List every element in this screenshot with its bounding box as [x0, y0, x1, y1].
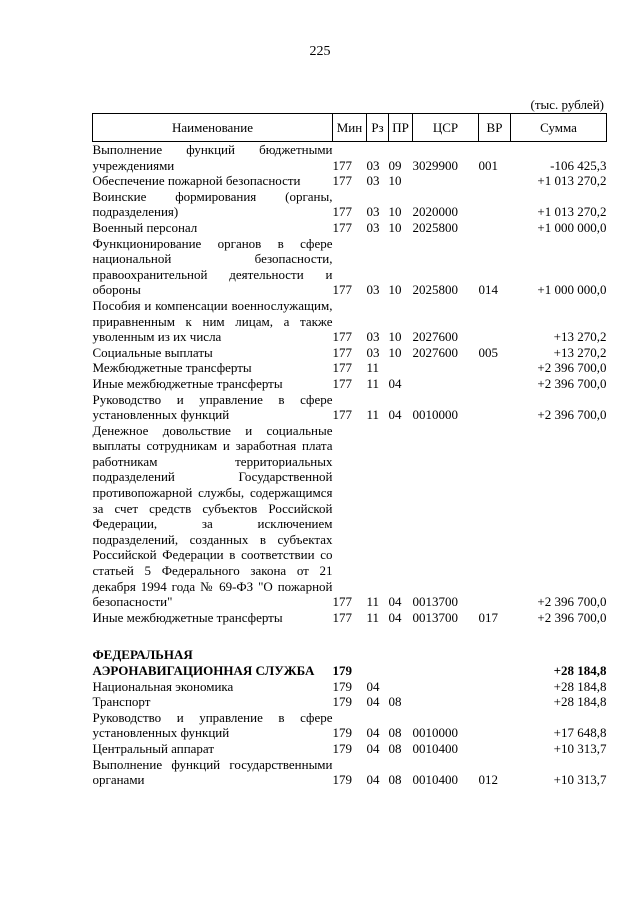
cell-sum: +1 000 000,0: [537, 219, 607, 235]
item-name: Социальные выплаты: [92, 344, 213, 360]
cell-name: [93, 236, 333, 298]
cell-vr: 005: [478, 344, 498, 360]
cell-pr: 04: [388, 375, 402, 391]
cell-name: [93, 392, 333, 423]
cell-name: [93, 757, 333, 788]
cell-sum: +1 000 000,0: [537, 282, 607, 298]
cell-sum: +1 013 270,2: [537, 204, 607, 220]
cell-min: 177: [332, 219, 352, 235]
cell-rz: 03: [366, 173, 380, 189]
cell-vr: [479, 679, 511, 695]
column-header-sum: Сумма: [511, 114, 607, 142]
cell-rz: 03: [366, 204, 380, 220]
cell-min: 177: [332, 204, 352, 220]
item-name: Центральный аппарат: [92, 740, 215, 756]
table-row: [93, 345, 607, 361]
cell-csr: [413, 376, 479, 392]
item-name: Функционирование органов в сфере национальной безопасности, правоохранительной деятельности и обороны: [92, 235, 333, 298]
cell-pr: 04: [388, 594, 402, 610]
cell-sum: +13 270,2: [553, 344, 607, 360]
item-name: Иные межбюджетные трансферты: [92, 609, 283, 625]
cell-min: 179: [332, 694, 352, 710]
cell-vr: [479, 741, 511, 757]
cell-sum: +10 313,7: [553, 772, 607, 788]
cell-sum: +2 396 700,0: [537, 407, 607, 423]
units-label: (тыс. рублей): [530, 97, 604, 112]
cell-sum: +1 013 270,2: [537, 173, 607, 189]
cell-rz: 11: [366, 407, 380, 423]
item-name: Военный персонал: [92, 219, 198, 235]
cell-min: 179: [332, 740, 352, 756]
page-number: 225: [309, 44, 331, 59]
cell-min: 177: [332, 329, 352, 345]
section-spacer: [93, 625, 607, 647]
column-header-csr: ЦСР: [413, 114, 479, 142]
item-name: ФЕДЕРАЛЬНАЯ АЭРОНАВИГАЦИОННАЯ СЛУЖБА: [92, 647, 315, 678]
cell-csr: [413, 647, 479, 678]
table-row: [93, 392, 607, 423]
cell-sum: +2 396 700,0: [537, 594, 607, 610]
cell-rz: [367, 647, 389, 678]
cell-vr: 017: [478, 609, 498, 625]
cell-vr: [479, 710, 511, 741]
cell-pr: [389, 679, 413, 695]
section-header-row: [93, 647, 607, 678]
cell-min: 179: [332, 772, 352, 788]
item-name: Денежное довольствие и социальные выплаты сотрудникам и заработная плата работникам территориальных подразделений Государственной противопожарной службы, содержащимся за счет средств субъектов Российской Федерации, за исключением подразделений, созданных в субъектах Российской Федерации в соответствии со статьей 5 Федерального закона от 21 декабря 1994 года № 69-ФЗ "О пожарной безопасности": [92, 422, 333, 610]
table-row: [93, 741, 607, 757]
cell-pr: 09: [388, 157, 402, 173]
spacer-cell: [93, 625, 607, 647]
cell-pr: 04: [388, 407, 402, 423]
cell-vr: [479, 392, 511, 423]
item-name: Межбюджетные трансферты: [92, 360, 252, 376]
cell-vr: [479, 376, 511, 392]
item-name: Руководство и управление в сфере установленных функций: [92, 709, 333, 741]
cell-pr: 10: [388, 329, 402, 345]
cell-rz: 03: [366, 344, 380, 360]
cell-vr: [479, 173, 511, 189]
table-row: [93, 236, 607, 298]
budget-table: [92, 113, 607, 788]
cell-min: 177: [332, 407, 352, 423]
cell-vr: [479, 220, 511, 236]
cell-sum: +10 313,7: [553, 740, 607, 756]
cell-pr: 10: [388, 344, 402, 360]
cell-vr: [479, 360, 511, 376]
cell-rz: 04: [366, 772, 380, 788]
item-name: Выполнение функций бюджетными учреждениями: [92, 142, 333, 173]
cell-pr: 08: [388, 694, 402, 710]
table-row: [93, 360, 607, 376]
cell-rz: 04: [366, 725, 380, 741]
cell-sum: +28 184,8: [553, 694, 607, 710]
cell-min: 177: [332, 594, 352, 610]
cell-pr: 10: [388, 282, 402, 298]
cell-rz: 11: [366, 594, 380, 610]
cell-pr: 08: [388, 772, 402, 788]
column-header-name: Наименование: [93, 114, 333, 142]
cell-name: [93, 376, 333, 392]
table-row: [93, 173, 607, 189]
cell-csr: [413, 694, 479, 710]
cell-name: [93, 173, 333, 189]
cell-name: [93, 647, 333, 678]
cell-min: 179: [332, 678, 352, 694]
cell-name: [93, 298, 333, 345]
cell-vr: 001: [478, 157, 498, 173]
table-row: [93, 757, 607, 788]
cell-csr: 0010400: [412, 740, 458, 756]
cell-name: [93, 220, 333, 236]
item-name: Выполнение функций государственными органами: [92, 756, 333, 788]
cell-name: [93, 345, 333, 361]
item-name: Национальная экономика: [92, 678, 234, 694]
cell-name: [93, 679, 333, 695]
table-row: [93, 423, 607, 610]
table-row: [93, 610, 607, 626]
item-name: Иные межбюджетные трансферты: [92, 375, 283, 391]
cell-vr: [479, 423, 511, 610]
cell-csr: [413, 679, 479, 695]
cell-name: [93, 423, 333, 610]
cell-min: 179: [332, 725, 352, 741]
column-header-rz: Рз: [367, 114, 389, 142]
cell-min: 177: [332, 375, 352, 391]
cell-sum: +13 270,2: [553, 329, 607, 345]
cell-pr: 10: [388, 204, 402, 220]
cell-sum: +2 396 700,0: [537, 609, 607, 625]
table-row: [93, 679, 607, 695]
cell-min: 177: [332, 609, 352, 625]
cell-vr: [479, 298, 511, 345]
cell-sum: +28 184,8: [553, 663, 607, 678]
cell-name: [93, 142, 333, 174]
cell-pr: [389, 360, 413, 376]
cell-csr: 0010400: [412, 772, 458, 788]
cell-sum: +2 396 700,0: [537, 360, 607, 376]
cell-min: 177: [332, 344, 352, 360]
table-row: [93, 376, 607, 392]
cell-csr: [413, 173, 479, 189]
table-row: [93, 189, 607, 220]
item-name: Руководство и управление в сфере установленных функций: [92, 391, 333, 423]
cell-rz: 03: [366, 329, 380, 345]
cell-pr: 04: [388, 609, 402, 625]
cell-rz: 11: [366, 360, 380, 376]
cell-sum: +17 648,8: [553, 725, 607, 741]
cell-sum: -106 425,3: [550, 157, 607, 173]
cell-csr: 0010000: [412, 407, 458, 423]
cell-csr: [413, 360, 479, 376]
cell-rz: 03: [366, 219, 380, 235]
cell-name: [93, 360, 333, 376]
cell-csr: 2020000: [412, 204, 458, 220]
table-row: [93, 298, 607, 345]
cell-csr: 0013700: [412, 609, 458, 625]
cell-rz: 03: [366, 282, 380, 298]
cell-csr: 2025800: [412, 219, 458, 235]
table-row: [93, 142, 607, 174]
cell-pr: 10: [388, 219, 402, 235]
cell-sum: +2 396 700,0: [537, 375, 607, 391]
cell-min: 177: [332, 282, 352, 298]
item-name: Транспорт: [92, 694, 151, 710]
cell-csr: 0010000: [412, 725, 458, 741]
cell-rz: 03: [366, 157, 380, 173]
cell-csr: 3029900: [412, 157, 458, 173]
cell-vr: [479, 647, 511, 678]
cell-name: [93, 710, 333, 741]
column-header-pr: ПР: [389, 114, 413, 142]
cell-csr: 2027600: [412, 329, 458, 345]
cell-rz: 04: [366, 740, 380, 756]
table-row: [93, 710, 607, 741]
cell-rz: 11: [366, 375, 380, 391]
cell-min: 177: [332, 157, 352, 173]
cell-min: 179: [332, 663, 352, 678]
table-header-row: [93, 114, 607, 142]
cell-pr: [389, 647, 413, 678]
cell-csr: 0013700: [412, 594, 458, 610]
cell-vr: 012: [478, 772, 498, 788]
cell-vr: [479, 694, 511, 710]
cell-name: [93, 694, 333, 710]
cell-rz: 11: [366, 609, 380, 625]
cell-rz: 04: [366, 678, 380, 694]
cell-name: [93, 741, 333, 757]
table-row: [93, 694, 607, 710]
cell-sum: +28 184,8: [553, 678, 607, 694]
cell-pr: 08: [388, 725, 402, 741]
cell-name: [93, 189, 333, 220]
cell-name: [93, 610, 333, 626]
cell-pr: 08: [388, 740, 402, 756]
cell-min: 177: [332, 173, 352, 189]
column-header-vr: ВР: [479, 114, 511, 142]
cell-pr: 10: [388, 173, 402, 189]
cell-vr: 014: [478, 282, 498, 298]
cell-csr: 2025800: [412, 282, 458, 298]
item-name: Пособия и компенсации военнослужащим, приравненным к ним лицам, а также уволенным из их числа: [92, 297, 333, 345]
cell-vr: [479, 189, 511, 220]
item-name: Воинские формирования (органы, подразделения): [92, 188, 333, 220]
cell-rz: 04: [366, 694, 380, 710]
column-header-min: Мин: [333, 114, 367, 142]
item-name: Обеспечение пожарной безопасности: [92, 173, 301, 189]
cell-min: 177: [332, 360, 352, 376]
cell-csr: 2027600: [412, 344, 458, 360]
table-row: [93, 220, 607, 236]
